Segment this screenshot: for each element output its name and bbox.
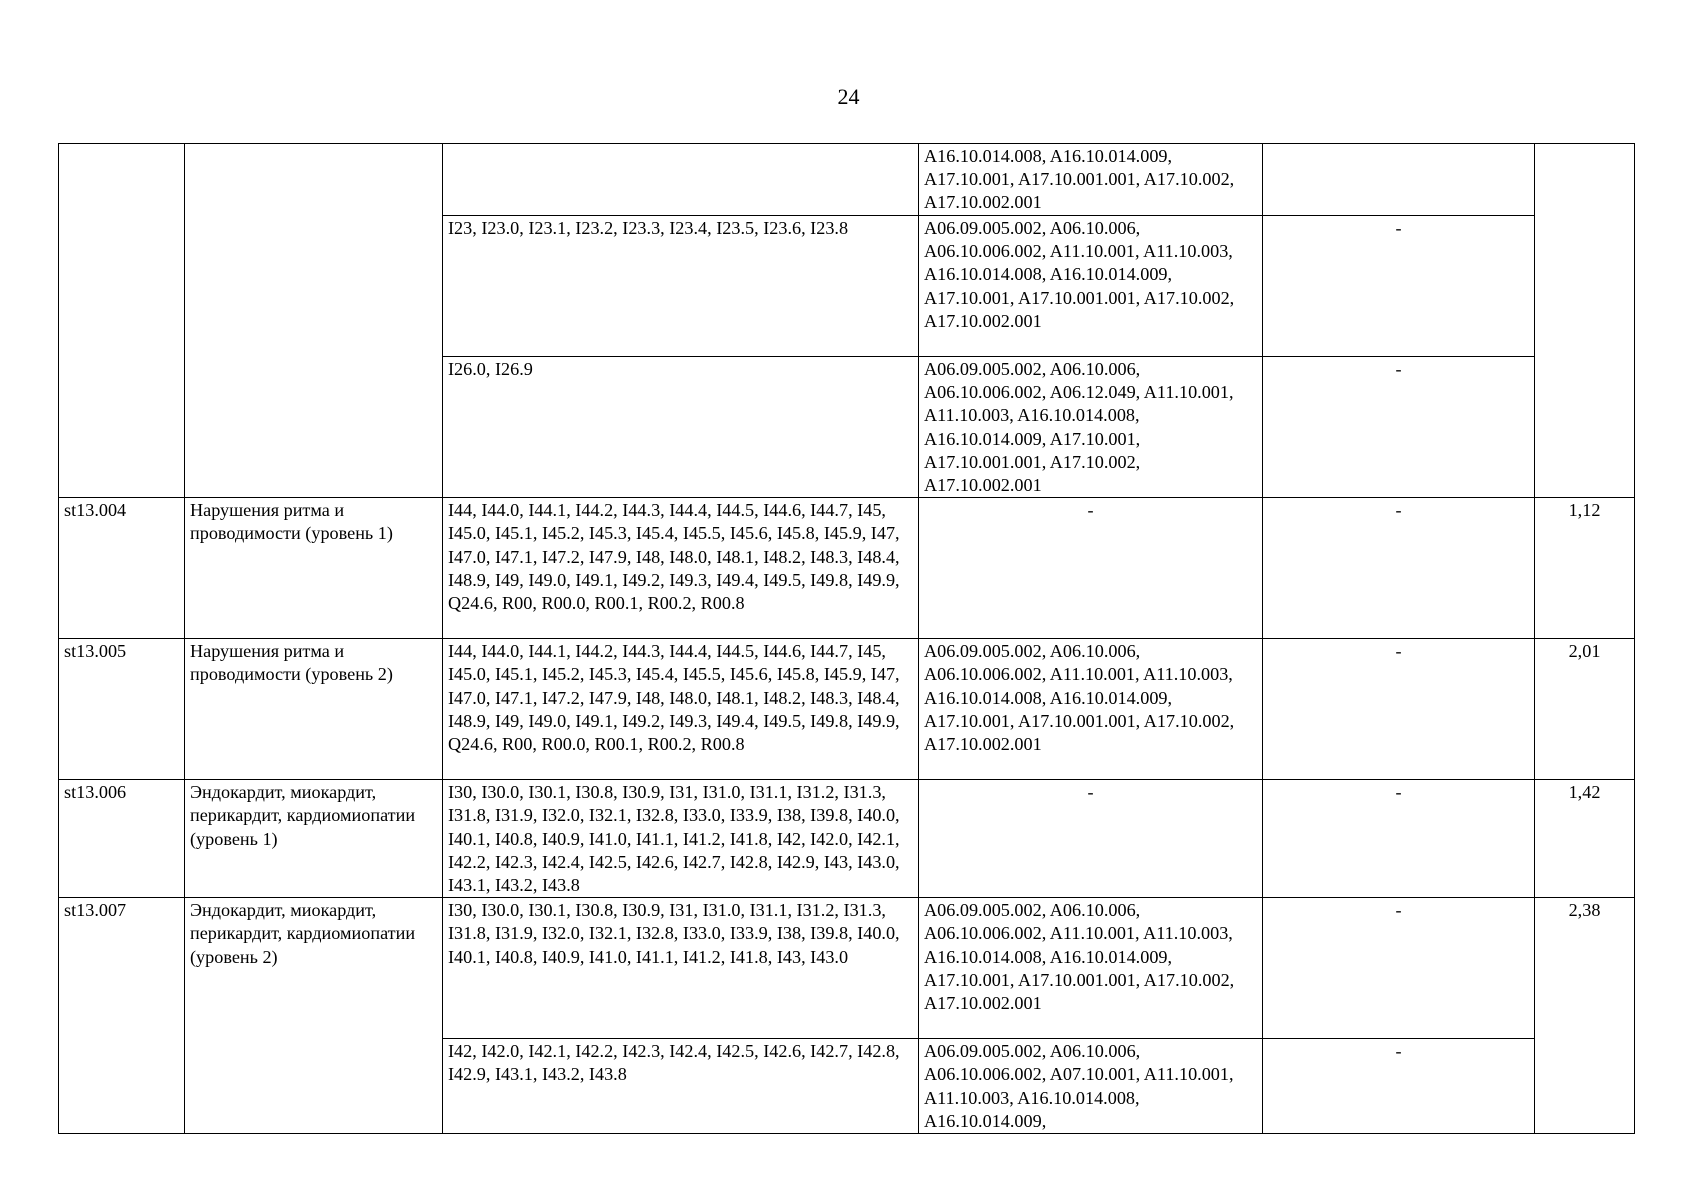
services-cell: A06.09.005.002, A06.10.006, A06.10.006.002, A11.10.001, A11.10.003, A16.10.014.008, A16.10.014.009, A17.10.001, A17.10.001.001, A17.10.002, A17.10.002.001 [919,216,1263,357]
code-cell: st13.004 [59,498,185,639]
page-number: 24 [837,84,860,109]
coefficient-cell: 1,12 [1535,498,1635,639]
coefficient-cell: 2,38 [1535,898,1635,1134]
services-cell: A06.09.005.002, A06.10.006, A06.10.006.002, A06.12.049, A11.10.001, A11.10.003, A16.10.014.008, A16.10.014.009, A17.10.001, A17.10.001.001, A17.10.002, A17.10.002.001 [919,357,1263,498]
other-criteria-cell: - [1263,780,1535,898]
coefficient-cell [1535,144,1635,498]
table-row [59,498,1635,639]
code-cell [59,144,185,498]
code-cell: st13.007 [59,898,185,1134]
services-cell: - [919,780,1263,898]
diagnoses-cell [443,144,919,216]
name-cell: Нарушения ритма и проводимости (уровень 1) [185,498,443,639]
coefficient-cell: 2,01 [1535,639,1635,780]
diagnoses-cell: I23, I23.0, I23.1, I23.2, I23.3, I23.4, I23.5, I23.6, I23.8 [443,216,919,357]
table-row [59,639,1635,780]
other-criteria-cell: - [1263,898,1535,1039]
code-cell: st13.005 [59,639,185,780]
other-criteria-cell [1263,144,1535,216]
code-cell: st13.006 [59,780,185,898]
services-cell: - [919,498,1263,639]
other-criteria-cell: - [1263,1039,1535,1134]
table-row [59,898,1635,1039]
diagnoses-cell: I30, I30.0, I30.1, I30.8, I30.9, I31, I31.0, I31.1, I31.2, I31.3, I31.8, I31.9, I32.0, I32.1, I32.8, I33.0, I33.9, I38, I39.8, I40.0, I40.1, I40.8, I40.9, I41.0, I41.1, I41.2, I41.8, I43, I43.0 [443,898,919,1039]
diagnoses-cell: I42, I42.0, I42.1, I42.2, I42.3, I42.4, I42.5, I42.6, I42.7, I42.8, I42.9, I43.1, I43.2, I43.8 [443,1039,919,1134]
other-criteria-cell: - [1263,639,1535,780]
other-criteria-cell: - [1263,498,1535,639]
diagnoses-cell: I44, I44.0, I44.1, I44.2, I44.3, I44.4, I44.5, I44.6, I44.7, I45, I45.0, I45.1, I45.2, I45.3, I45.4, I45.5, I45.6, I45.8, I45.9, I47, I47.0, I47.1, I47.2, I47.9, I48, I48.0, I48.1, I48.2, I48.3, I48.4, I48.9, I49, I49.0, I49.1, I49.2, I49.3, I49.4, I49.5, I49.8, I49.9, Q24.6, R00, R00.0, R00.1, R00.2, R00.8 [443,498,919,639]
diagnoses-cell: I44, I44.0, I44.1, I44.2, I44.3, I44.4, I44.5, I44.6, I44.7, I45, I45.0, I45.1, I45.2, I45.3, I45.4, I45.5, I45.6, I45.8, I45.9, I47, I47.0, I47.1, I47.2, I47.9, I48, I48.0, I48.1, I48.2, I48.3, I48.4, I48.9, I49, I49.0, I49.1, I49.2, I49.3, I49.4, I49.5, I49.8, I49.9, Q24.6, R00, R00.0, R00.1, R00.2, R00.8 [443,639,919,780]
name-cell [185,144,443,498]
name-cell: Эндокардит, миокардит, перикардит, кардиомиопатии (уровень 1) [185,780,443,898]
csg-table [58,143,1635,1134]
other-criteria-cell: - [1263,216,1535,357]
other-criteria-cell: - [1263,357,1535,498]
services-cell: A06.09.005.002, A06.10.006, A06.10.006.002, A11.10.001, A11.10.003, A16.10.014.008, A16.10.014.009, A17.10.001, A17.10.001.001, A17.10.002, A17.10.002.001 [919,639,1263,780]
services-cell: A16.10.014.008, A16.10.014.009, A17.10.001, A17.10.001.001, A17.10.002, A17.10.002.001 [919,144,1263,216]
services-cell: A06.09.005.002, A06.10.006, A06.10.006.002, A07.10.001, A11.10.001, A11.10.003, A16.10.014.008, A16.10.014.009, [919,1039,1263,1134]
coefficient-cell: 1,42 [1535,780,1635,898]
table-row [59,780,1635,898]
table-row [59,144,1635,216]
diagnoses-cell: I26.0, I26.9 [443,357,919,498]
diagnoses-cell: I30, I30.0, I30.1, I30.8, I30.9, I31, I31.0, I31.1, I31.2, I31.3, I31.8, I31.9, I32.0, I32.1, I32.8, I33.0, I33.9, I38, I39.8, I40.0, I40.1, I40.8, I40.9, I41.0, I41.1, I41.2, I41.8, I42, I42.0, I42.1, I42.2, I42.3, I42.4, I42.5, I42.6, I42.7, I42.8, I42.9, I43, I43.0, I43.1, I43.2, I43.8 [443,780,919,898]
services-cell: A06.09.005.002, A06.10.006, A06.10.006.002, A11.10.001, A11.10.003, A16.10.014.008, A16.10.014.009, A17.10.001, A17.10.001.001, A17.10.002, A17.10.002.001 [919,898,1263,1039]
name-cell: Нарушения ритма и проводимости (уровень 2) [185,639,443,780]
name-cell: Эндокардит, миокардит, перикардит, кардиомиопатии (уровень 2) [185,898,443,1134]
